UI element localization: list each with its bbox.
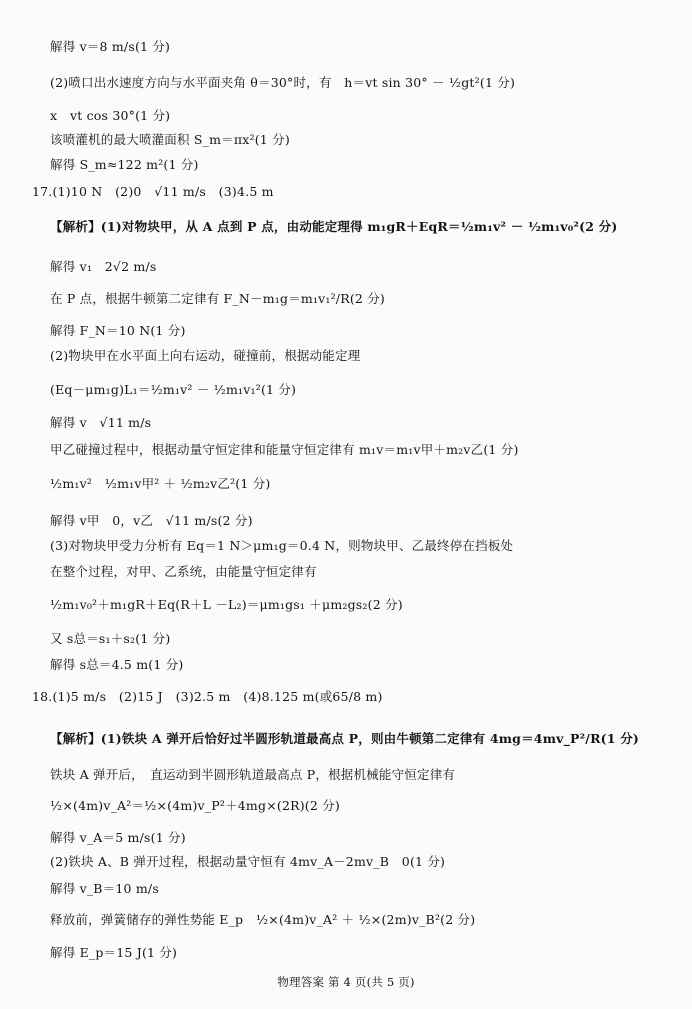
analysis-18: 【解析】(1)铁块 A 弹开后恰好过半圆形轨道最高点 P，则由牛顿第二定律有 4mg＝4mv_P²/R(1 分) xyxy=(50,731,640,746)
text-line: 解得 v_A＝5 m/s(1 分) xyxy=(50,830,186,845)
question-answer-18: 18.(1)5 m/s (2)15 J (3)2.5 m (4)8.125 m(或65/8 m) xyxy=(32,689,383,704)
question-answer-17: 17.(1)10 N (2)0 √11 m/s (3)4.5 m xyxy=(32,184,274,199)
text-line: 解得 s总＝4.5 m(1 分) xyxy=(50,657,184,672)
text-line: (2)铁块 A、B 弹开过程，根据动量守恒有 4mv_A－2mv_B 0(1 分) xyxy=(50,854,446,869)
text-line: 解得 E_p＝15 J(1 分) xyxy=(50,945,178,960)
text-line: 该喷灌机的最大喷灌面积 S_m＝πx²(1 分) xyxy=(50,132,290,147)
text-line: 解得 v＝8 m/s(1 分) xyxy=(50,39,171,54)
text-line: (3)对物块甲受力分析有 Eq＝1 N＞μm₁g＝0.4 N，则物块甲、乙最终停在挡板处 xyxy=(50,538,514,553)
text-line: 又 s总＝s₁＋s₂(1 分) xyxy=(50,631,171,646)
text-line: 释放前，弹簧储存的弹性势能 E_p ½×(4m)v_A² ＋ ½×(2m)v_B²(2 分) xyxy=(50,912,476,927)
text-line: 在整个过程，对甲、乙系统，由能量守恒定律有 xyxy=(50,564,317,579)
text-line: 解得 v √11 m/s xyxy=(50,415,152,430)
page-footer: 物理答案 第 4 页(共 5 页) xyxy=(277,975,415,989)
text-line: 解得 v₁ 2√2 m/s xyxy=(50,259,157,274)
text-line: 解得 v甲 0，v乙 √11 m/s(2 分) xyxy=(50,513,253,528)
text-line: (2)喷口出水速度方向与水平面夹角 θ＝30°时，有 h＝vt sin 30° － ½gt²(1 分) xyxy=(50,75,516,90)
text-line: 甲乙碰撞过程中，根据动量守恒定律和能量守恒定律有 m₁v＝m₁v甲＋m₂v乙(1 分) xyxy=(50,442,519,457)
text-line: x vt cos 30°(1 分) xyxy=(50,108,171,123)
text-line: 铁块 A 弹开后， 直运动到半圆形轨道最高点 P，根据机械能守恒定律有 xyxy=(50,767,456,782)
text-line: 在 P 点，根据牛顿第二定律有 F_N－m₁g＝m₁v₁²/R(2 分) xyxy=(50,291,386,306)
text-line: ½m₁v² ½m₁v甲² ＋ ½m₂v乙²(1 分) xyxy=(50,476,271,491)
text-line: 解得 F_N＝10 N(1 分) xyxy=(50,323,186,338)
text-line: ½×(4m)v_A²＝½×(4m)v_P²＋4mg×(2R)(2 分) xyxy=(50,798,340,813)
analysis-17: 【解析】(1)对物块甲，从 A 点到 P 点，由动能定理得 m₁gR＋EqR＝½m₁v² － ½m₁v₀²(2 分) xyxy=(50,219,618,234)
text-line: ½m₁v₀²＋m₁gR＋Eq(R＋L －L₂)＝μm₁gs₁ ＋μm₂gs₂(2 分) xyxy=(50,597,403,612)
text-line: (2)物块甲在水平面上向右运动，碰撞前，根据动能定理 xyxy=(50,348,361,363)
text-line: 解得 v_B＝10 m/s xyxy=(50,881,159,896)
text-line: (Eq－μm₁g)L₁＝½m₁v² － ½m₁v₁²(1 分) xyxy=(50,382,297,397)
text-line: 解得 S_m≈122 m²(1 分) xyxy=(50,157,199,172)
